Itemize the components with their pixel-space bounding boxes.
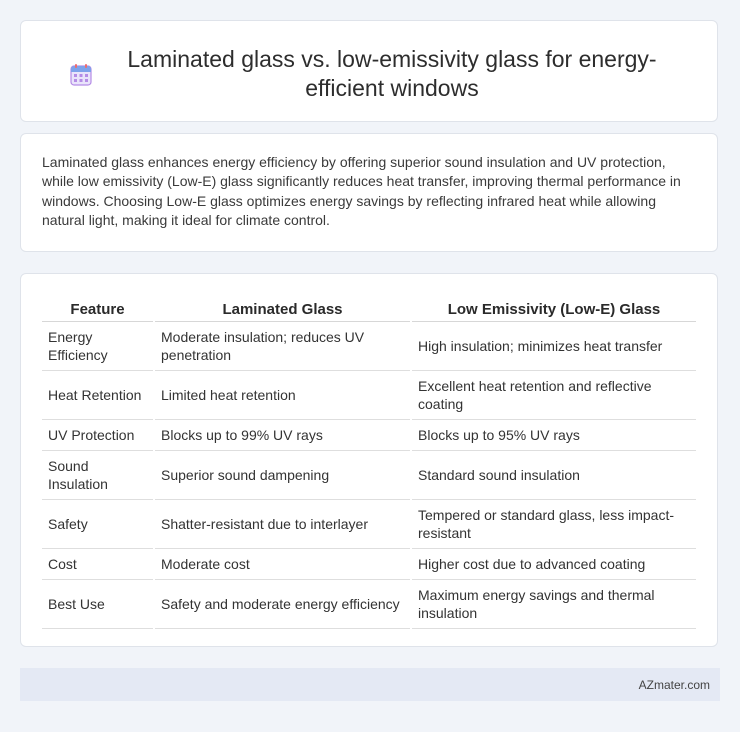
laminated-cell: Blocks up to 99% UV rays [155,420,410,451]
header-laminated-glass: Laminated Glass [155,294,410,322]
footer-bar [20,668,720,701]
laminated-cell: Limited heat retention [155,371,410,420]
feature-cell: Safety [42,500,153,549]
comparison-table [40,294,698,629]
table-row [42,549,696,580]
laminated-cell: Moderate cost [155,549,410,580]
feature-cell: Best Use [42,580,153,629]
table-row [42,500,696,549]
low-e-cell: Excellent heat retention and reflective coating [412,371,696,420]
table-row [42,580,696,629]
calendar-icon [69,63,93,87]
header-low-e-glass: Low Emissivity (Low-E) Glass [412,294,696,322]
low-e-cell: Maximum energy savings and thermal insulation [412,580,696,629]
feature-cell: Sound Insulation [42,451,153,500]
table-row [42,371,696,420]
table-header-row [42,294,696,322]
laminated-cell: Superior sound dampening [155,451,410,500]
title-wrap [69,39,669,103]
header-feature: Feature [42,294,153,322]
low-e-cell: High insulation; minimizes heat transfer [412,322,696,371]
table-row [42,451,696,500]
summary-text: Laminated glass enhances energy efficiency by offering superior sound insulation and UV protection, while low emissivity (Low-E) glass significantly reduces heat transfer, improving thermal performance in windows. Choosing Low-E glass optimizes energy savings by reflecting infrared heat while allowing natural light, making it ideal for climate control. [42,154,681,229]
low-e-cell: Tempered or standard glass, less impact-resistant [412,500,696,549]
comparison-table-card [20,273,718,647]
low-e-cell: Higher cost due to advanced coating [412,549,696,580]
feature-cell: Cost [42,549,153,580]
page-title: Laminated glass vs. low-emissivity glass for energy-efficient windows [127,46,657,101]
footer-brand: AZmater.com [638,677,710,692]
feature-cell: Heat Retention [42,371,153,420]
feature-cell: UV Protection [42,420,153,451]
feature-cell: Energy Efficiency [42,322,153,371]
low-e-cell: Blocks up to 95% UV rays [412,420,696,451]
table-row [42,420,696,451]
title-card [20,20,718,122]
laminated-cell: Shatter-resistant due to interlayer [155,500,410,549]
table-row [42,322,696,371]
low-e-cell: Standard sound insulation [412,451,696,500]
laminated-cell: Moderate insulation; reduces UV penetration [155,322,410,371]
laminated-cell: Safety and moderate energy efficiency [155,580,410,629]
summary-card [20,133,718,252]
